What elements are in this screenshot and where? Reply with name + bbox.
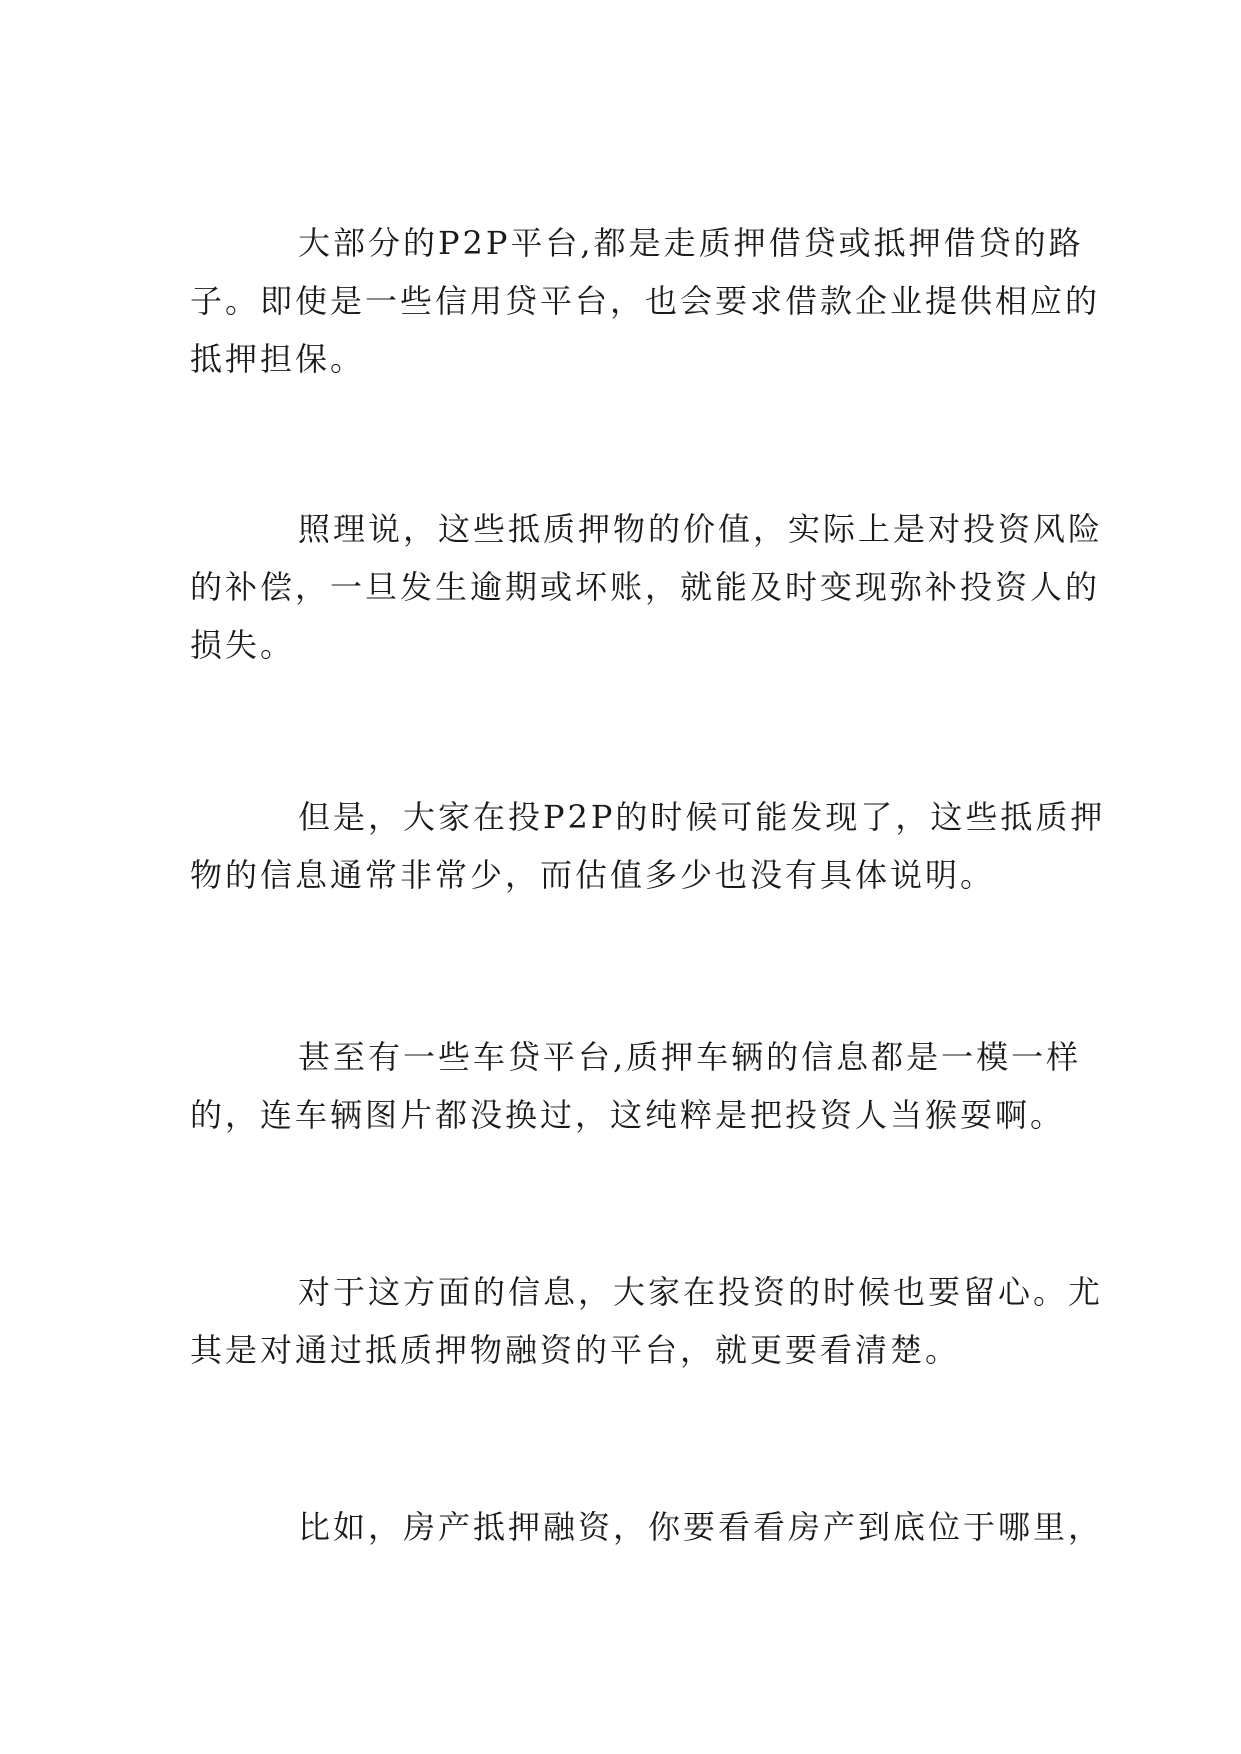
text-line: 大部分的P2P平台,都是走质押借贷或抵押借贷的路 [298, 224, 1084, 262]
text-line: 抵押担保。 [190, 340, 366, 378]
text-line: 其是对通过抵质押物融资的平台，就更要看清楚。 [190, 1331, 961, 1369]
text-line: 物的信息通常非常少，而估值多少也没有具体说明。 [190, 856, 996, 894]
text-line: 比如，房产抵押融资，你要看看房产到底位于哪里， [298, 1508, 1104, 1546]
paragraph-5 [190, 1263, 1104, 1379]
text-line: 但是，大家在投P2P的时候可能发现了，这些抵质押 [298, 798, 1106, 836]
paragraph-3 [190, 788, 1106, 904]
paragraph-1 [190, 214, 1101, 388]
text-line: 对于这方面的信息，大家在投资的时候也要留心。尤 [298, 1273, 1104, 1311]
text-line: 子。即使是一些信用贷平台，也会要求借款企业提供相应的 [190, 282, 1101, 320]
text-line: 照理说，这些抵质押物的价值，实际上是对投资风险 [298, 510, 1104, 548]
text-line: 的，连车辆图片都没换过，这纯粹是把投资人当猴耍啊。 [190, 1096, 1066, 1134]
text-line: 的补偿，一旦发生逾期或坏账，就能及时变现弥补投资人的 [190, 568, 1101, 606]
paragraph-4 [190, 1028, 1082, 1144]
text-line: 损失。 [190, 626, 296, 664]
text-line: 甚至有一些车贷平台,质押车辆的信息都是一模一样 [298, 1038, 1082, 1076]
paragraph-2 [190, 500, 1104, 674]
paragraph-6 [190, 1498, 1104, 1556]
